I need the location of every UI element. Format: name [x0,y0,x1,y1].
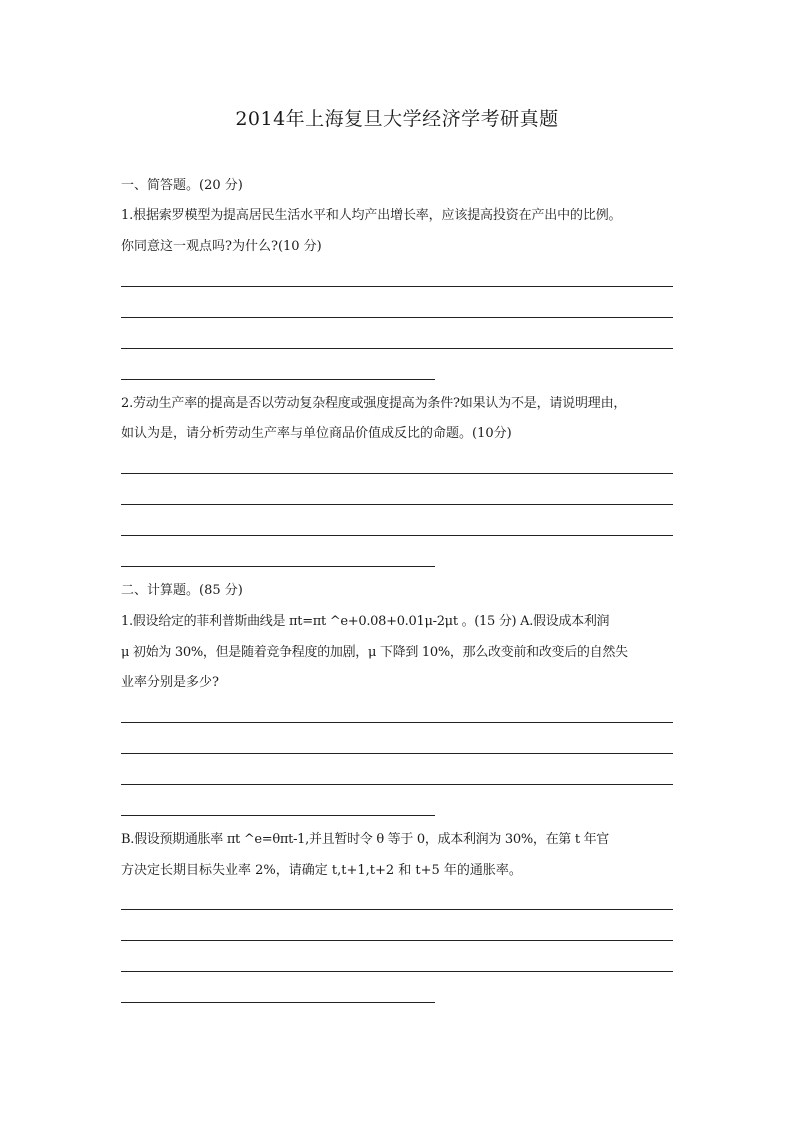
answer-line [121,317,673,318]
question-1-2-line-2: 如认为是，请分析劳动生产率与单位商品价值成反比的命题。(10分) [121,426,512,441]
question-1-1-line-1: 1.根据索罗模型为提高居民生活水平和人均产出增长率，应该提高投资在产出中的比例。 [121,208,622,223]
question-2-1-line-2: μ 初始为 30%，但是随着竞争程度的加剧，μ 下降到 10%，那么改变前和改变后的自然失 [121,645,628,660]
section-1-heading: 一、简答题。(20 分) [121,178,243,193]
page-title: 2014年上海复旦大学经济学考研真题 [235,108,559,130]
answer-line [121,286,673,287]
answer-line [121,379,435,380]
answer-line [121,1002,435,1003]
answer-line [121,722,673,723]
answer-line [121,535,673,536]
question-2-1-line-3: 业率分别是多少? [121,675,219,690]
section-2-heading: 二、计算题。(85 分) [121,583,243,598]
answer-line [121,784,673,785]
question-2-1-line-1: 1.假设给定的菲利普斯曲线是 πt=πt ^e+0.08+0.01μ-2μt 。(15 分) A.假设成本利润 [121,614,610,629]
question-1-2-line-1: 2.劳动生产率的提高是否以劳动复杂程度或强度提高为条件?如果认为不是，请说明理由， [121,396,627,411]
answer-line [121,909,673,910]
answer-line [121,940,673,941]
answer-line [121,753,673,754]
answer-line [121,504,673,505]
question-2-b-line-1: B.假设预期通胀率 πt ^e=θπt-1,并且暂时令 θ 等于 0，成本利润为 30%，在第 t 年官 [121,832,609,847]
answer-line [121,348,673,349]
answer-line [121,971,673,972]
question-2-b-line-2: 方决定长期目标失业率 2%，请确定 t,t+1,t+2 和 t+5 年的通胀率。 [121,863,522,878]
answer-line [121,566,435,567]
answer-line [121,815,435,816]
question-1-1-line-2: 你同意这一观点吗?为什么?(10 分) [121,239,322,254]
answer-line [121,473,673,474]
